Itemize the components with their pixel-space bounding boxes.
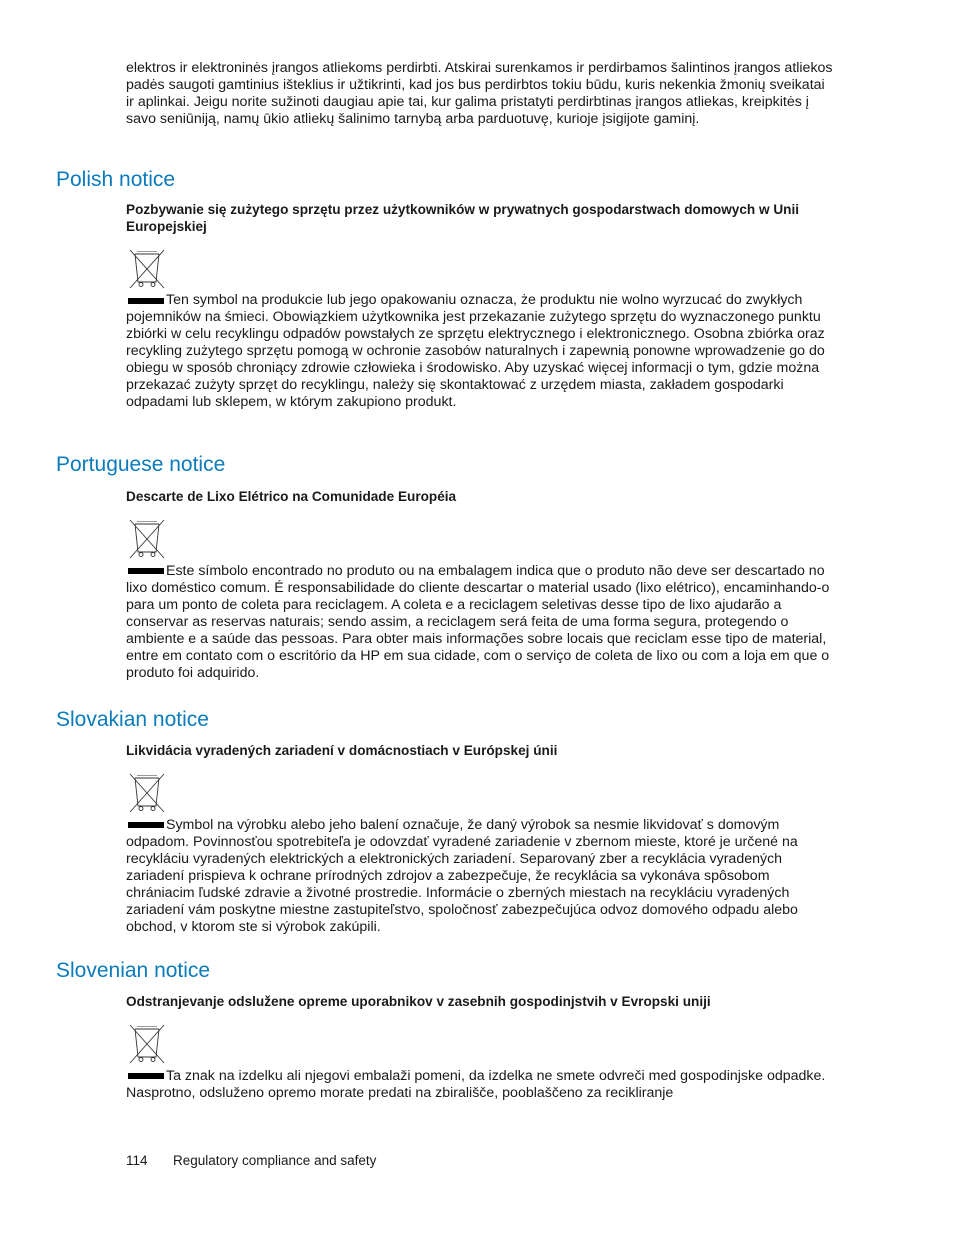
section-heading-portuguese: Portuguese notice — [56, 453, 226, 476]
section-subheading-slovakian: Likvidácia vyradených zariadení v domácnostiach v Európskej únii — [126, 743, 558, 758]
section-body-polish: Ten symbol na produkcie lub jego opakowaniu oznacza, że produktu nie wolno wyrzucać do zwykłych pojemników na śmieci. Obowiązkiem użytkownika jest przekazanie zużytego sprzętu do wyznaczonego punktu zbiórki w celu recyklingu odpadów powstałych ze sprzętu elektrycznego i elektronicznego. Osobna zbiórka oraz recykling zużytego sprzętu pomogą w ochronie zasobów naturalnych i zapewnią ponowne wprowadzenie go do obiegu w sposób chroniący zdrowie człowieka i środowisko. Aby uzyskać więcej informacji o tym, gdzie można przekazać zużyty sprzęt do recyklingu, należy się skontaktować z urzędem miasta, zakładem gospodarki odpadami lub sklepem, w którym zakupiono produkt. — [126, 292, 825, 410]
section-heading-polish: Polish notice — [56, 168, 176, 191]
page-footer — [126, 1152, 376, 1169]
section-subheading-portuguese: Descarte de Lixo Elétrico na Comunidade Européia — [126, 489, 457, 504]
section-body-slovenian: Ta znak na izdelku ali njegovi embalaži pomeni, da izdelka ne smete odvreči med gospodinjske odpadke. Nasprotno, odsluženo opremo morate predati na zbirališče, pooblaščeno za recikliranje — [126, 1068, 826, 1101]
section-subheading-slovenian: Odstranjevanje odslužene opreme uporabnikov v zasebnih gospodinjstvih v Evropski uniji — [126, 994, 711, 1009]
section-heading-slovakian: Slovakian notice — [56, 708, 209, 731]
section-subheading-polish: Pozbywanie się zużytego sprzętu przez użytkowników w prywatnych gospodarstwach domowych w Unii Europejskiej — [126, 202, 800, 234]
footer-title: Regulatory compliance and safety — [173, 1153, 377, 1168]
section-heading-slovenian: Slovenian notice — [56, 959, 211, 982]
page-number: 114 — [126, 1153, 148, 1168]
section-body-slovakian: Symbol na výrobku alebo jeho balení označuje, že daný výrobok sa nesmie likvidovať s domovým odpadom. Povinnosťou spotrebiteľa je odovzdať vyradené zariadenie v zbernom mieste, ktoré je určené na recykláciu vyradených elektrických a elektronických zariadení. Separovaný zber a recyklácia vyradených zariadení prispieva k ochrane prírodných zdrojov a zabezpečuje, že recyklácia sa vykonáva spôsobom chrániacim ľudské zdravie a životné prostredie. Informácie o zberných miestach na recykláciu vyradených zariadení vám poskytne miestne zastupiteľstvo, spoločnosť zabezpečujúca odvoz domového odpadu alebo obchod, v ktorom ste si výrobok zakúpili. — [126, 817, 798, 935]
intro-paragraph: elektros ir elektroninės įrangos atliekoms perdirbti. Atskirai surenkamos ir perdirbamos šalintinos įrangos atliekos padės saugoti gamtinius išteklius ir užtikrinti, kad jos bus perdirbtos tokiu būdu, kuris nekenkia žmonių sveikatai ir aplinkai. Jeigu norite sužinoti daugiau apie tai, kur galima pristatyti perdirbtinas įrangos atliekas, kreipkitės į savo seniūniją, namų ūkio atliekų šalinimo tarnybą arba parduotuvę, kurioje įsigijote gaminį. — [126, 60, 833, 127]
section-body-portuguese: Este símbolo encontrado no produto ou na embalagem indica que o produto não deve ser descartado no lixo doméstico comum. É responsabilidade do cliente descartar o material usado (lixo elétrico), encaminhando-o para um ponto de coleta para reciclagem. A coleta e a reciclagem seletivas desse tipo de lixo ajudarão a conservar as reservas naturais; sendo assim, a reciclagem será feita de uma forma segura, protegendo o ambiente e a saúde das pessoas. Para obter mais informações sobre locais que reciclam esse tipo de material, entre em contato com o escritório da HP em sua cidade, com o serviço de coleta de lixo ou com a loja em que o produto foi adquirido. — [126, 563, 830, 681]
